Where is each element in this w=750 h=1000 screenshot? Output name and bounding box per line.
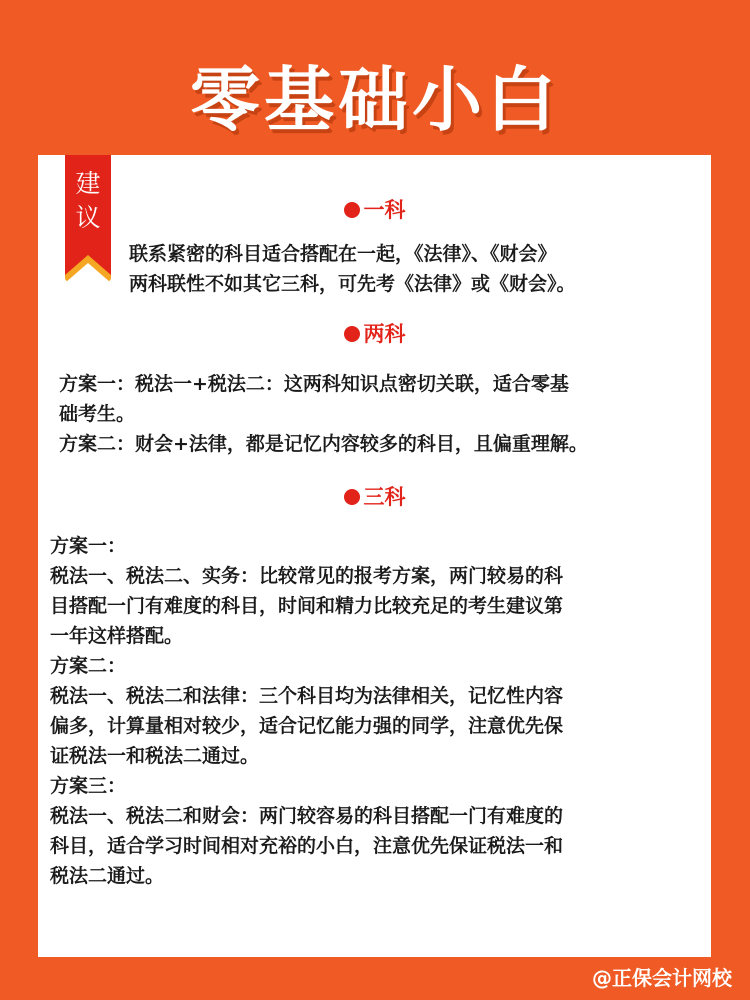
text-line: 科目，适合学习时间相对充裕的小白，注意优先保证税法一和 [50, 835, 564, 857]
text-line: 税法一、税法二、实务：比较常见的报考方案，两门较易的科 [50, 565, 564, 587]
section-heading-three [38, 481, 711, 511]
text-line: 偏多，计算量相对较少，适合记忆能力强的同学，注意优先保 [50, 715, 564, 737]
ribbon-char: 议 [75, 203, 101, 232]
section-body-one [129, 239, 576, 299]
section-body-two [59, 369, 588, 459]
section-body-three [50, 531, 563, 891]
text-line: 础考生。 [59, 403, 136, 425]
text-line: 一年这样搭配。 [50, 625, 184, 647]
ribbon-char: 建 [75, 169, 101, 198]
heading-text: 三科 [363, 485, 406, 509]
brand-watermark: @正保会计网校 [592, 966, 732, 990]
text-line: 方案一：税法一+税法二：这两科知识点密切关联，适合零基 [59, 373, 569, 395]
bullet-dot-icon [344, 489, 360, 505]
content-card [38, 155, 711, 957]
text-line: 方案三： [50, 775, 127, 797]
section-heading-two [38, 318, 711, 348]
bullet-dot-icon [344, 326, 360, 342]
heading-text: 一科 [363, 198, 406, 222]
text-line: 证税法一和税法二通过。 [50, 745, 260, 767]
text-line: 方案二： [50, 655, 127, 677]
text-line: 联系紧密的科目适合搭配在一起，《法律》、《财会》 [129, 243, 557, 265]
text-line: 方案二：财会+法律，都是记忆内容较多的科目，且偏重理解。 [59, 433, 588, 455]
text-line: 税法一、税法二和法律：三个科目均为法律相关，记忆性内容 [50, 685, 564, 707]
bullet-dot-icon [344, 202, 360, 218]
text-line: 两科联性不如其它三科，可先考《法律》或《财会》。 [129, 273, 576, 295]
page-title: 零基础小白 [190, 59, 560, 141]
heading-text: 两科 [363, 322, 406, 346]
section-heading-one [38, 194, 711, 224]
text-line: 税法一、税法二和财会：两门较容易的科目搭配一门有难度的 [50, 805, 564, 827]
text-line: 目搭配一门有难度的科目，时间和精力比较充足的考生建议第 [50, 595, 564, 617]
text-line: 税法二通过。 [50, 865, 165, 887]
text-line: 方案一： [50, 535, 127, 557]
